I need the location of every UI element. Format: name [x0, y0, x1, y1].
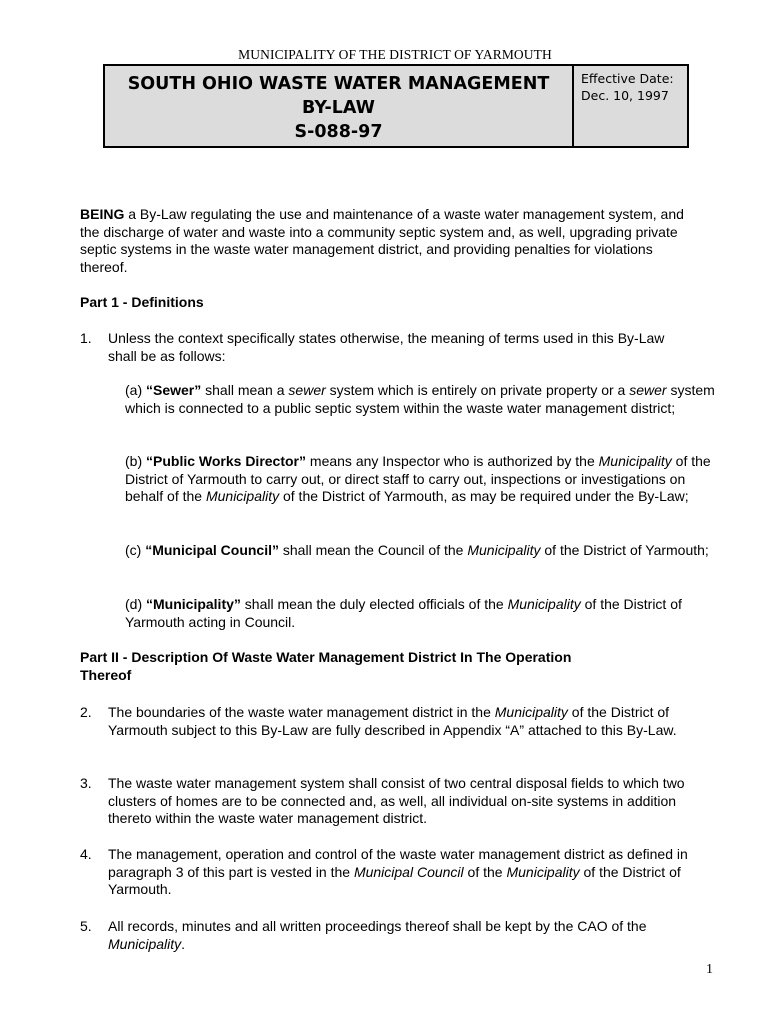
item-2-italic: Municipality: [494, 704, 568, 720]
preamble-lead: BEING: [80, 206, 125, 222]
item-4-italic-2: Municipality: [506, 863, 580, 880]
item-4-text-2: of the: [463, 863, 507, 880]
definition-c: [125, 542, 717, 560]
def-d-italic-1: Municipality: [507, 596, 581, 612]
item-3-text: The waste water management system shall consist of two central disposal fields to which two clusters of homes are to be connected and, as well, all individual on-site systems in addition thereto within the waste water management district.: [108, 775, 685, 827]
effective-date-value: Dec. 10, 1997: [581, 88, 669, 103]
item-2-text: [108, 704, 720, 739]
def-c-term: “Municipal Council”: [145, 542, 279, 558]
def-a-term: “Sewer”: [146, 382, 202, 398]
title-line-3: S-088-97: [294, 122, 383, 142]
item-4-italic-1: Municipal Council: [353, 863, 464, 880]
def-c-text-2: of the District of Yarmouth;: [540, 542, 709, 558]
def-b-text-2: of the District of Yarmouth to carry out, or direct staff to carry out, inspections or investigations on behalf of the: [125, 453, 711, 505]
def-d-term: “Municipality”: [146, 596, 241, 612]
title-line-1: SOUTH OHIO WASTE WATER MANAGEMENT: [127, 74, 550, 94]
def-a-prefix: (a): [125, 382, 146, 398]
definition-b: [125, 453, 715, 506]
effective-date-block: [581, 70, 687, 104]
item-2-number: 2.: [80, 704, 92, 720]
municipality-header: MUNICIPALITY OF THE DISTRICT OF YARMOUTH: [238, 47, 552, 62]
item-4-text-3: of the District of Yarmouth.: [108, 863, 681, 898]
bylaw-title: [105, 66, 574, 146]
item-1-number: 1.: [80, 330, 92, 346]
item-5-number: 5.: [80, 918, 92, 934]
part2-heading-line-1: Part II - Description Of Waste Water Management District In The Operation: [80, 649, 572, 665]
item-4-text-1: The management, operation and control of the waste water management district as defined in paragraph 3 of this part is vested in the: [108, 846, 688, 880]
definition-a: [125, 382, 717, 417]
def-c-text-1: shall mean the Council of the: [279, 542, 468, 558]
definition-d: [125, 596, 717, 631]
item-4-number: 4.: [80, 846, 92, 862]
item-5-text: [108, 918, 708, 953]
def-b-text-3: of the District of Yarmouth, as may be required under the By-Law;: [279, 488, 689, 505]
part1-heading-text: Part 1 - Definitions: [80, 294, 204, 310]
def-c-italic-1: Municipality: [467, 542, 541, 558]
part1-heading: [80, 294, 700, 312]
item-5-text-2: .: [181, 935, 186, 952]
def-b-italic-2: Municipality: [205, 488, 280, 505]
def-a-text-3: system which is connected to a public septic system within the waste water management district;: [125, 382, 715, 416]
def-b-italic-1: Municipality: [598, 453, 672, 469]
item-2-text-2: of the District of Yarmouth subject to this By-Law are fully described in Appendix “A” attached to this By-Law.: [108, 704, 677, 738]
title-line-2: BY-LAW: [302, 98, 375, 118]
def-d-text-2: of the District of Yarmouth acting in Council.: [125, 596, 682, 630]
preamble-text: a By-Law regulating the use and maintenance of a waste water management system, and the discharge of water and waste into a community septic system and, as well, upgrading private septic systems in the waste water management district, and providing penalties for violations thereof.: [80, 206, 684, 276]
page-number: 1: [706, 962, 713, 977]
def-a-italic-1: sewer: [288, 382, 326, 398]
item-2-text-1: The boundaries of the waste water management district in the: [108, 704, 495, 720]
item-1-text: Unless the context specifically states otherwise, the meaning of terms used in this By-Law shall be as follows:: [108, 330, 665, 364]
def-c-prefix: (c): [125, 542, 146, 558]
def-b-text-1: means any Inspector who is authorized by the: [306, 453, 599, 469]
preamble: [80, 206, 700, 277]
def-a-text-1: shall mean a: [201, 382, 289, 398]
def-d-prefix: (d): [125, 596, 146, 612]
def-b-prefix: (b): [125, 453, 146, 469]
item-5-italic: Municipality: [108, 935, 182, 952]
item-3-number: 3.: [80, 775, 92, 791]
part2-heading-line-2: Thereof: [80, 666, 132, 683]
def-a-italic-2: sewer: [629, 382, 667, 398]
part2-heading: [80, 649, 710, 684]
def-a-text-2: system which is entirely on private property or a: [325, 382, 630, 398]
item-4-text: [108, 846, 708, 899]
title-box: [103, 64, 689, 148]
effective-date-label: Effective Date:: [581, 71, 674, 86]
def-d-text-1: shall mean the duly elected officials of the: [240, 596, 508, 612]
def-b-term: “Public Works Director”: [146, 453, 307, 469]
item-5-text-1: All records, minutes and all written proceedings thereof shall be kept by the CAO of the: [108, 918, 647, 934]
